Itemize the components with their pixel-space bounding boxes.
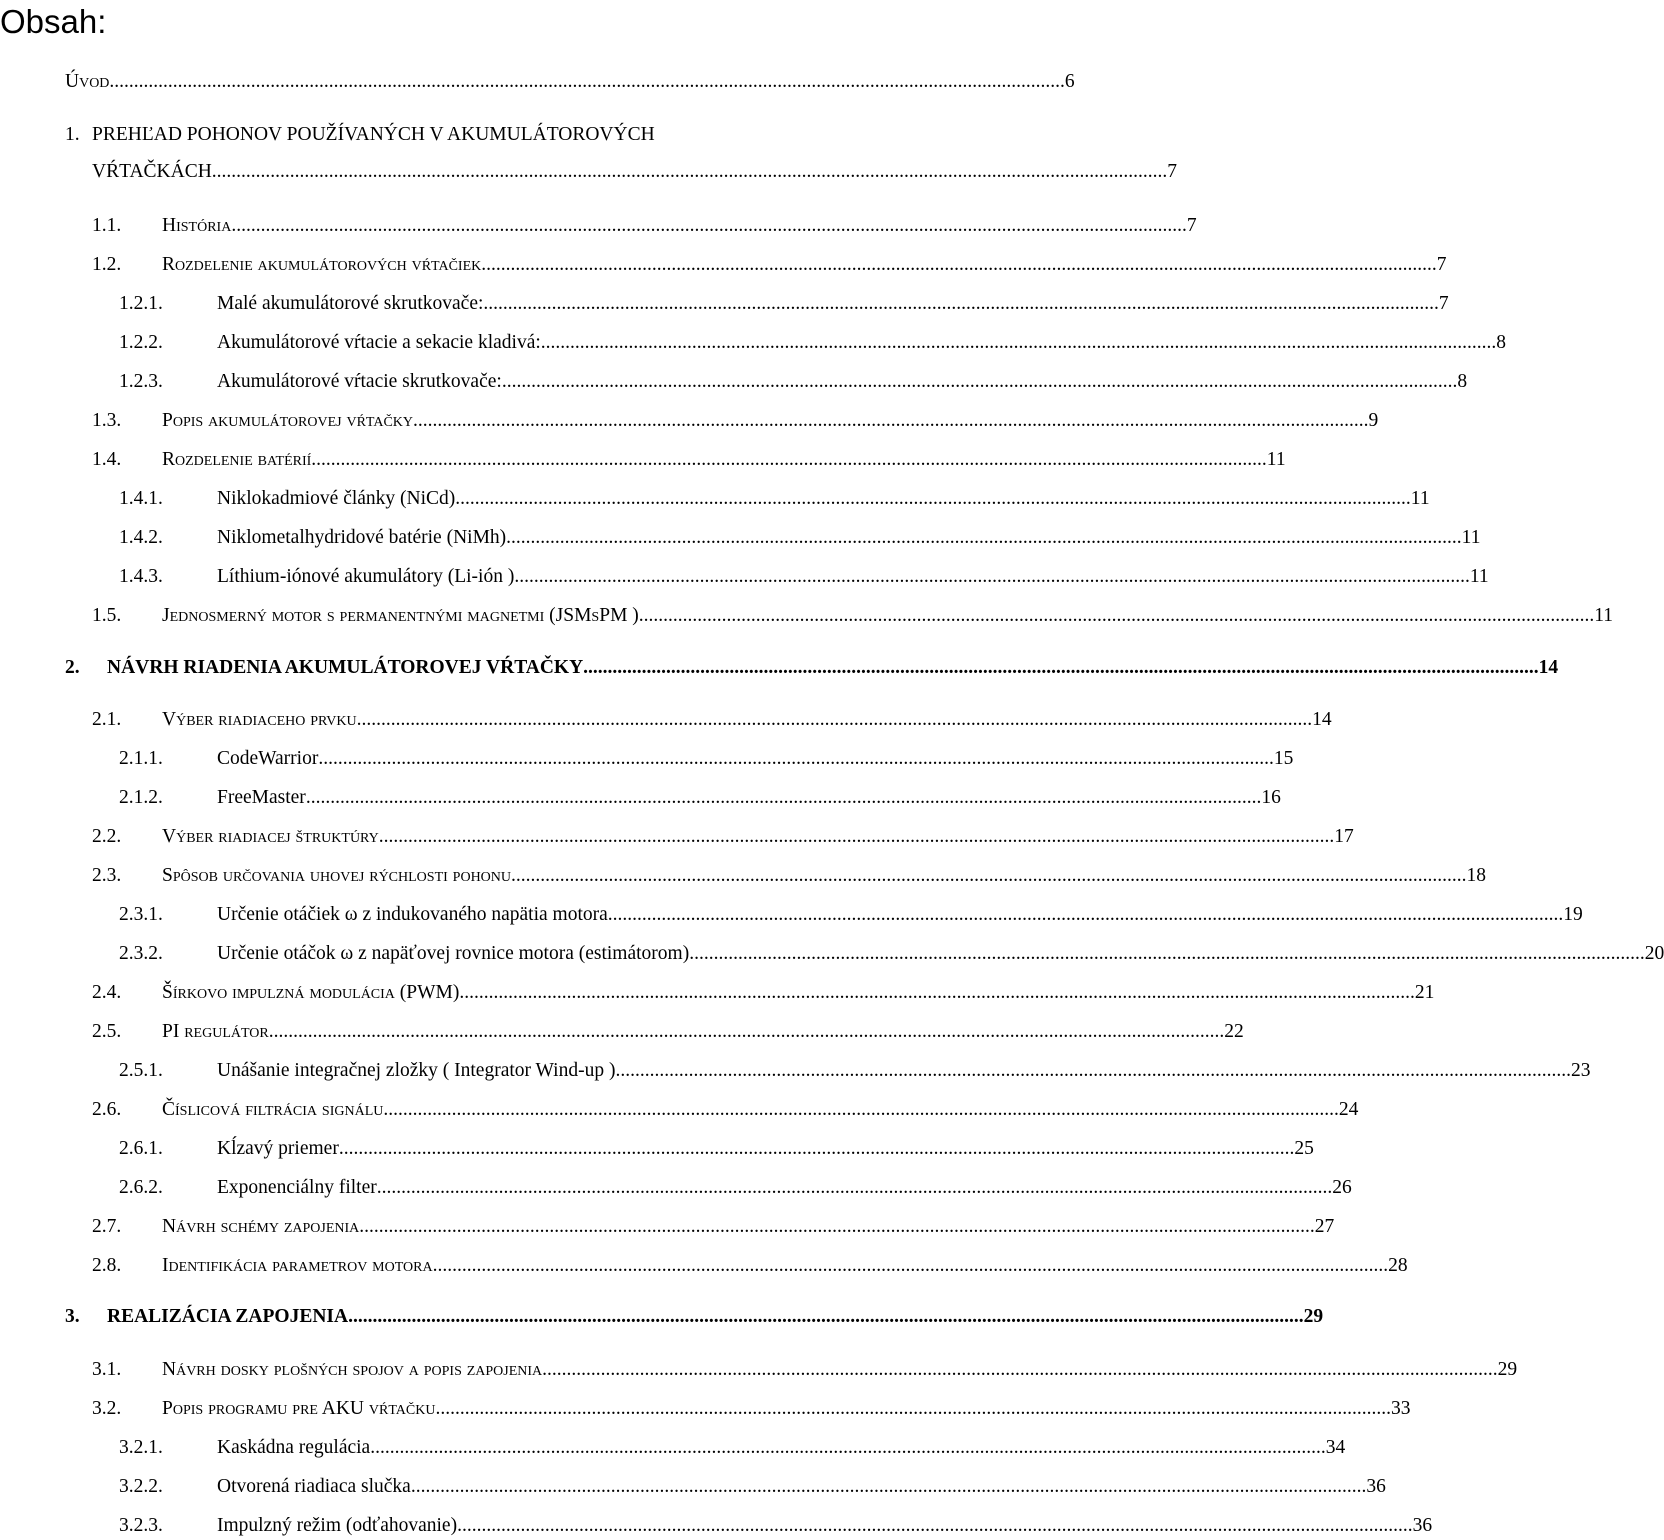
toc-number: 2. (65, 657, 80, 678)
toc-entry-2-8[interactable] (0, 1254, 1408, 1280)
toc-number: 2.1.2. (119, 787, 163, 808)
dot-leader: .................................................................................................................................................................................................... (383, 1099, 1339, 1120)
toc-page-number: 27 (1314, 1216, 1335, 1237)
toc-number: 1.4.3. (119, 566, 163, 587)
toc-number: 1.4.1. (119, 488, 163, 509)
toc-entry-3-2-3[interactable] (0, 1514, 1433, 1540)
dot-leader: .................................................................................................................................................................................................... (359, 1216, 1315, 1237)
dot-leader: .................................................................................................................................................................................................... (348, 1306, 1304, 1327)
dot-leader: .................................................................................................................................................................................................... (638, 605, 1595, 626)
toc-number: 2.1.1. (119, 748, 163, 769)
toc-label: VŔTAČKÁCH (92, 161, 212, 182)
toc-label: Akumulátorové vŕtacie skrutkovače: (217, 371, 502, 392)
toc-number: 2.5.1. (119, 1060, 163, 1081)
toc-entry-2-1[interactable] (0, 708, 1332, 734)
toc-number: 1.1. (92, 215, 122, 236)
toc-page-number: 7 (1436, 254, 1447, 275)
toc-label: Impulzný režim (odťahovanie) (217, 1515, 458, 1536)
toc-label: Číslicová filtrácia signálu (162, 1099, 384, 1120)
toc-label: Unášanie integračnej zložky ( Integrator Wind-up ) (217, 1060, 616, 1081)
toc-label: Niklometalhydridové batérie (NiMh) (217, 527, 507, 548)
toc-label: Kĺzavý priemer (217, 1138, 339, 1159)
toc-entry-1-1[interactable] (0, 214, 1197, 240)
toc-entry-2-5[interactable] (0, 1020, 1244, 1046)
toc-page-number: 24 (1338, 1099, 1359, 1120)
toc-number: 1.4.2. (119, 527, 163, 548)
toc-page-number: 16 (1261, 787, 1281, 808)
toc-number: 2.3.1. (119, 904, 163, 925)
toc-label: Rozdelenie batérií (162, 449, 312, 470)
dot-leader: .................................................................................................................................................................................................... (268, 1021, 1225, 1042)
toc-entry-1-2[interactable] (0, 253, 1447, 279)
toc-number: 2.3.2. (119, 943, 163, 964)
toc-label: CodeWarrior (217, 748, 319, 769)
toc-label: PI regulátor (162, 1021, 269, 1042)
toc-page-number: 11 (1469, 566, 1489, 587)
toc-number: 1.2. (92, 254, 122, 275)
toc-label: Výber riadiaceho prvku (162, 709, 357, 730)
dot-leader: .................................................................................................................................................................................................... (689, 943, 1645, 964)
toc-entry-1-5[interactable] (0, 604, 1614, 630)
toc-entry-2-6-2[interactable] (0, 1176, 1352, 1202)
dot-leader: .................................................................................................................................................................................................... (338, 1138, 1295, 1159)
toc-label: Niklokadmiové články (NiCd) (217, 488, 456, 509)
toc-entry-2-3[interactable] (0, 864, 1487, 890)
toc-label: Spôsob určovania uhovej rýchlosti pohonu (162, 865, 512, 886)
toc-label: Úvod (65, 71, 110, 92)
toc-entry-3-2[interactable] (0, 1397, 1411, 1423)
toc-label: Rozdelenie akumulátorových vŕtačiek (162, 254, 482, 275)
toc-entry-2-1-1[interactable] (0, 747, 1294, 773)
toc-entry-1-4-3[interactable] (0, 565, 1489, 591)
toc-label: Popis akumulátorovej vŕtačky (162, 410, 414, 431)
toc-page-number: 36 (1366, 1476, 1386, 1497)
toc-entry-2-2[interactable] (0, 825, 1354, 851)
toc-page-number: 17 (1334, 826, 1354, 847)
toc-entry-2-3-2[interactable] (0, 942, 1664, 968)
toc-number: 1.2.2. (119, 332, 163, 353)
dot-leader: .................................................................................................................................................................................................... (483, 293, 1439, 314)
toc-label: Identifikácia parametrov motora (162, 1255, 433, 1276)
dot-leader: .................................................................................................................................................................................................... (410, 1476, 1367, 1497)
dot-leader: .................................................................................................................................................................................................... (511, 865, 1467, 886)
toc-entry-2-7[interactable] (0, 1215, 1335, 1241)
toc-entry-1-4[interactable] (0, 448, 1286, 474)
dot-leader: .................................................................................................................................................................................................... (501, 371, 1458, 392)
toc-entry-1-2-3[interactable] (0, 370, 1468, 396)
dot-leader: .................................................................................................................................................................................................... (481, 254, 1437, 275)
toc-label: Kaskádna regulácia (217, 1437, 371, 1458)
toc-page-number: 11 (1594, 605, 1614, 626)
toc-page-number: 7 (1167, 161, 1178, 182)
page-title: Obsah: (0, 3, 107, 40)
toc-entry-3-2-2[interactable] (0, 1475, 1386, 1501)
toc-label: Jednosmerný motor s permanentnými magnetmi (JSMsPM ) (162, 605, 639, 626)
toc-label: Šírkovo impulzná modulácia (PWM) (162, 982, 460, 1003)
toc-entry-1-3[interactable] (0, 409, 1379, 435)
toc-label: Určenie otáčok ω z napäťovej rovnice motora (estimátorom) (217, 943, 690, 964)
dot-leader: .................................................................................................................................................................................................... (378, 826, 1335, 847)
toc-number: 2.5. (92, 1021, 122, 1042)
toc-entry-1-2-1[interactable] (0, 292, 1449, 318)
toc-entry-uvod[interactable] (0, 70, 1075, 96)
toc-page-number: 11 (1410, 488, 1430, 509)
toc-label: NÁVRH RIADENIA AKUMULÁTOROVEJ VŔTAČKY (107, 657, 584, 678)
toc-entry-2-3-1[interactable] (0, 903, 1583, 929)
toc-page-number: 7 (1186, 215, 1197, 236)
toc-label: REALIZÁCIA ZAPOJENIA (107, 1306, 349, 1327)
toc-page-number: 7 (1438, 293, 1449, 314)
dot-leader: .................................................................................................................................................................................................... (455, 488, 1411, 509)
toc-page-number: 26 (1332, 1177, 1352, 1198)
toc-page-number: 11 (1266, 449, 1286, 470)
dot-leader: .................................................................................................................................................................................................... (311, 449, 1267, 470)
toc-number: 3.1. (92, 1359, 122, 1380)
toc-entry-1-4-1[interactable] (0, 487, 1430, 513)
toc-page-number: 14 (1312, 709, 1332, 730)
dot-leader: .................................................................................................................................................................................................... (376, 1177, 1333, 1198)
toc-entry-1-number: 1. (65, 124, 80, 145)
toc-entry-2-1-2[interactable] (0, 786, 1281, 812)
toc-entry-1-2-2[interactable] (0, 331, 1507, 357)
toc-label: Líthium-iónové akumulátory (Li-ión ) (217, 566, 515, 587)
toc-number: 3.2.3. (119, 1515, 163, 1536)
toc-number: 1.2.3. (119, 371, 163, 392)
toc-number: 1.5. (92, 605, 122, 626)
toc-number: 2.2. (92, 826, 122, 847)
dot-leader: .................................................................................................................................................................................................... (514, 566, 1470, 587)
dot-leader: .................................................................................................................................................................................................... (615, 1060, 1571, 1081)
toc-entry-1-4-2[interactable] (0, 526, 1481, 552)
toc-page-number: 23 (1570, 1060, 1591, 1081)
toc-label: Popis programu pre AKU vŕtačku (162, 1398, 436, 1419)
toc-page-number: 29 (1497, 1359, 1518, 1380)
toc-entry-2-5-1[interactable] (0, 1059, 1591, 1085)
toc-page-number: 36 (1412, 1515, 1433, 1536)
toc-page-number: 6 (1064, 71, 1075, 92)
toc-page-number: 8 (1457, 371, 1468, 392)
dot-leader: .................................................................................................................................................................................................... (583, 657, 1539, 678)
toc-entry-2-6[interactable] (0, 1098, 1359, 1124)
dot-leader: .................................................................................................................................................................................................... (435, 1398, 1391, 1419)
toc-page-number: 18 (1466, 865, 1487, 886)
toc-number: 3.2. (92, 1398, 122, 1419)
dot-leader: .................................................................................................................................................................................................... (318, 748, 1274, 769)
dot-leader: .................................................................................................................................................................................................... (540, 332, 1497, 353)
toc-entry-3[interactable] (0, 1305, 1324, 1331)
toc-number: 2.6.1. (119, 1138, 163, 1159)
toc-label: Návrh schémy zapojenia (162, 1216, 360, 1237)
toc-number: 3.2.1. (119, 1437, 163, 1458)
dot-leader: .................................................................................................................................................................................................... (432, 1255, 1389, 1276)
toc-page-number: 15 (1273, 748, 1294, 769)
dot-leader: .................................................................................................................................................................................................... (459, 982, 1415, 1003)
toc-number: 2.6.2. (119, 1177, 163, 1198)
toc-label: Malé akumulátorové skrutkovače: (217, 293, 484, 314)
toc-label: Exponenciálny filter (217, 1177, 377, 1198)
toc-page-number: 20 (1644, 943, 1664, 964)
dot-leader: .................................................................................................................................................................................................... (506, 527, 1462, 548)
toc-page-number: 21 (1414, 982, 1435, 1003)
toc-page-number: 33 (1390, 1398, 1411, 1419)
toc-number: 2.7. (92, 1216, 122, 1237)
toc-entry-2-6-1[interactable] (0, 1137, 1314, 1163)
toc-number: 3. (65, 1306, 80, 1327)
toc-entry-2[interactable] (0, 656, 1559, 682)
toc-entry-1[interactable] (0, 160, 1178, 186)
toc-label: Akumulátorové vŕtacie a sekacie kladivá: (217, 332, 541, 353)
toc-page-number: 28 (1388, 1255, 1408, 1276)
dot-leader: .................................................................................................................................................................................................... (370, 1437, 1326, 1458)
toc-page-number: 34 (1325, 1437, 1346, 1458)
toc-page-number: 19 (1563, 904, 1583, 925)
toc-entry-3-1[interactable] (0, 1358, 1518, 1384)
toc-number: 1.4. (92, 449, 122, 470)
toc-number: 2.3. (92, 865, 122, 886)
toc-number: 1.2.1. (119, 293, 163, 314)
toc-label: Výber riadiacej štruktúry (162, 826, 379, 847)
dot-leader: .................................................................................................................................................................................................... (109, 71, 1065, 92)
dot-leader: .................................................................................................................................................................................................... (356, 709, 1313, 730)
toc-number: 2.8. (92, 1255, 122, 1276)
toc-entry-3-2-1[interactable] (0, 1436, 1346, 1462)
dot-leader: .................................................................................................................................................................................................... (413, 410, 1369, 431)
toc-label: FreeMaster (217, 787, 306, 808)
toc-label: Návrh dosky plošných spojov a popis zapojenia (162, 1359, 543, 1380)
toc-page-number: 11 (1461, 527, 1481, 548)
toc-entry-2-4[interactable] (0, 981, 1435, 1007)
dot-leader: .................................................................................................................................................................................................... (211, 161, 1168, 182)
toc-page-number: 29 (1303, 1306, 1324, 1327)
toc-page-number: 14 (1538, 657, 1559, 678)
dot-leader: .................................................................................................................................................................................................... (231, 215, 1187, 236)
dot-leader: .................................................................................................................................................................................................... (607, 904, 1564, 925)
dot-leader: .................................................................................................................................................................................................... (305, 787, 1262, 808)
toc-page-number: 25 (1294, 1138, 1314, 1159)
toc-page-number: 22 (1224, 1021, 1244, 1042)
toc-number: 3.2.2. (119, 1476, 163, 1497)
dot-leader: .................................................................................................................................................................................................... (457, 1515, 1413, 1536)
toc-page-number: 9 (1368, 410, 1379, 431)
toc-number: 2.6. (92, 1099, 122, 1120)
dot-leader: .................................................................................................................................................................................................... (542, 1359, 1498, 1380)
toc-label: Určenie otáčiek ω z indukovaného napätia motora (217, 904, 608, 925)
toc-entry-1-label-line1[interactable]: PREHĽAD POHONOV POUŽÍVANÝCH V AKUMULÁTOROVÝCH (92, 124, 655, 145)
toc-label: Otvorená riadiaca slučka (217, 1476, 411, 1497)
toc-number: 2.4. (92, 982, 122, 1003)
toc-number: 1.3. (92, 410, 122, 431)
toc-number: 2.1. (92, 709, 122, 730)
toc-label: História (162, 215, 232, 236)
toc-page-number: 8 (1496, 332, 1507, 353)
